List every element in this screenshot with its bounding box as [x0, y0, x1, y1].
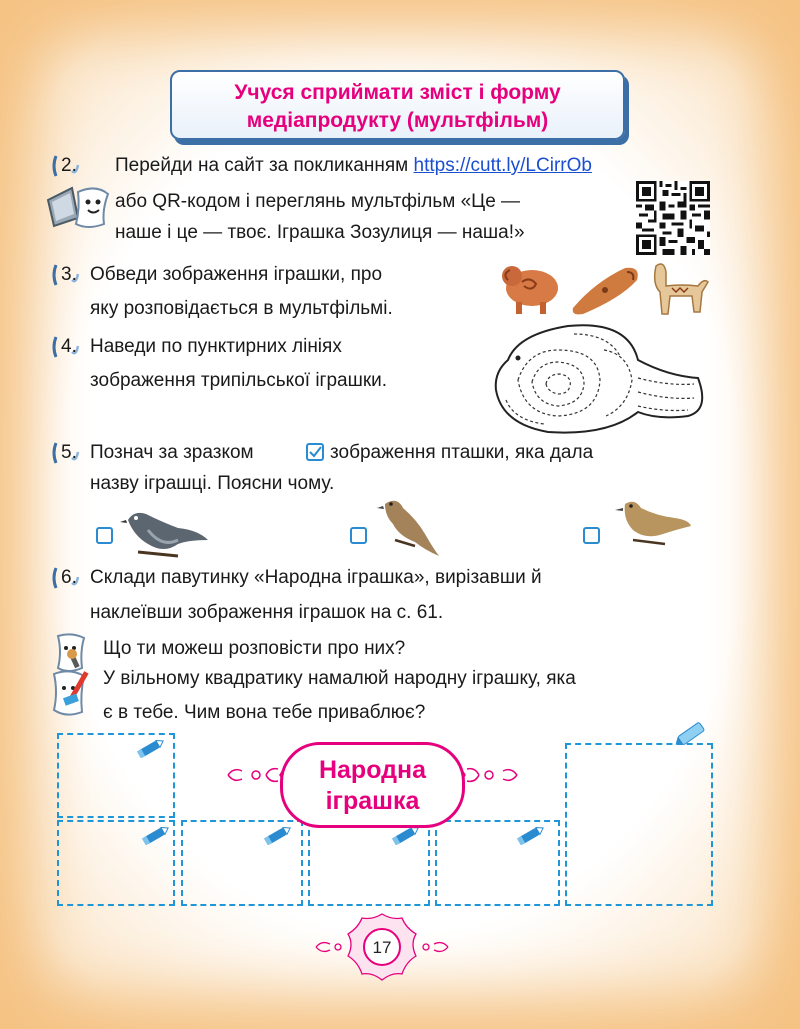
task2-line1-text: Перейди на сайт за покликанням: [115, 155, 414, 176]
clay-whistle-toy-icon[interactable]: [565, 262, 645, 316]
task4-line2: зображення трипільської іграшки.: [90, 370, 388, 391]
task6-line4: У вільному квадратику намалюй народну іграшку, яка: [103, 668, 576, 689]
checkbox-cuckoo[interactable]: [96, 527, 113, 544]
skylark-bird-icon[interactable]: [605, 494, 695, 554]
page-number: 17: [363, 928, 401, 966]
task5-number: 5.: [61, 442, 77, 463]
checkbox-lark[interactable]: [350, 527, 367, 544]
pencil-icon: [262, 825, 294, 845]
task2-line2: або QR-кодом і переглянь мультфільм «Це —: [115, 191, 521, 212]
task3-line2: яку розповідається в мультфільмі.: [90, 298, 393, 319]
task4-line1: Наведи по пунктирних лініях: [90, 336, 342, 357]
checkbox-skylark[interactable]: [583, 527, 600, 544]
pencil-icon: [515, 825, 547, 845]
task6-line5: є в тебе. Чим вона тебе приваблює?: [103, 702, 426, 723]
task6-line1: Склади павутинку «Народна іграшка», вирізавши й: [90, 567, 542, 588]
qr-code-icon[interactable]: [636, 180, 710, 256]
task6-number: 6.: [61, 567, 77, 588]
task6-line2: наклеївши зображення іграшок на с. 61.: [90, 602, 444, 623]
checked-sample-icon: [306, 443, 324, 461]
drawing-box-right[interactable]: [565, 743, 713, 906]
task5-line2: назву іграшці. Поясни чому.: [90, 473, 335, 494]
task3-line1: Обведи зображення іграшки, про: [90, 264, 383, 285]
clay-horse-toy-icon[interactable]: [642, 256, 712, 318]
web-center-label: [280, 742, 465, 828]
task2-line3: наше і це — твоє. Іграшка Зозулиця — наша!»: [115, 222, 525, 243]
task5-line1-a: Познач за зразком: [90, 442, 254, 463]
task6-line3: Що ти можеш розповісти про них?: [103, 638, 406, 659]
title-line-1: Учуся сприймати зміст і форму: [234, 81, 561, 104]
task5-line1-b: зображення пташки, яка дала: [330, 442, 594, 463]
crayon-icon: [672, 718, 712, 748]
task2-link[interactable]: https://cutt.ly/LCirrOb: [413, 155, 592, 176]
pencil-mascot-icon: [48, 666, 98, 722]
pencil-icon: [140, 825, 172, 845]
center-label-line-2: іграшка: [325, 787, 420, 815]
pencil-icon: [135, 738, 167, 758]
task2-line1: [115, 153, 592, 179]
section-title: [170, 70, 625, 140]
laptop-mascot-icon: [44, 180, 112, 234]
cuckoo-bird-icon[interactable]: [118, 500, 210, 560]
task2-number: 2.: [61, 155, 77, 176]
trypillia-bird-whistle-outline-icon[interactable]: [488, 320, 713, 440]
task3-number: 3.: [61, 264, 77, 285]
pencil-icon: [390, 825, 422, 845]
clay-ram-toy-icon[interactable]: [498, 258, 568, 318]
lark-bird-icon[interactable]: [375, 494, 445, 560]
title-line-2: медіапродукту (мультфільм): [246, 109, 549, 132]
task4-number: 4.: [61, 336, 77, 357]
center-label-line-1: Народна: [318, 756, 427, 784]
